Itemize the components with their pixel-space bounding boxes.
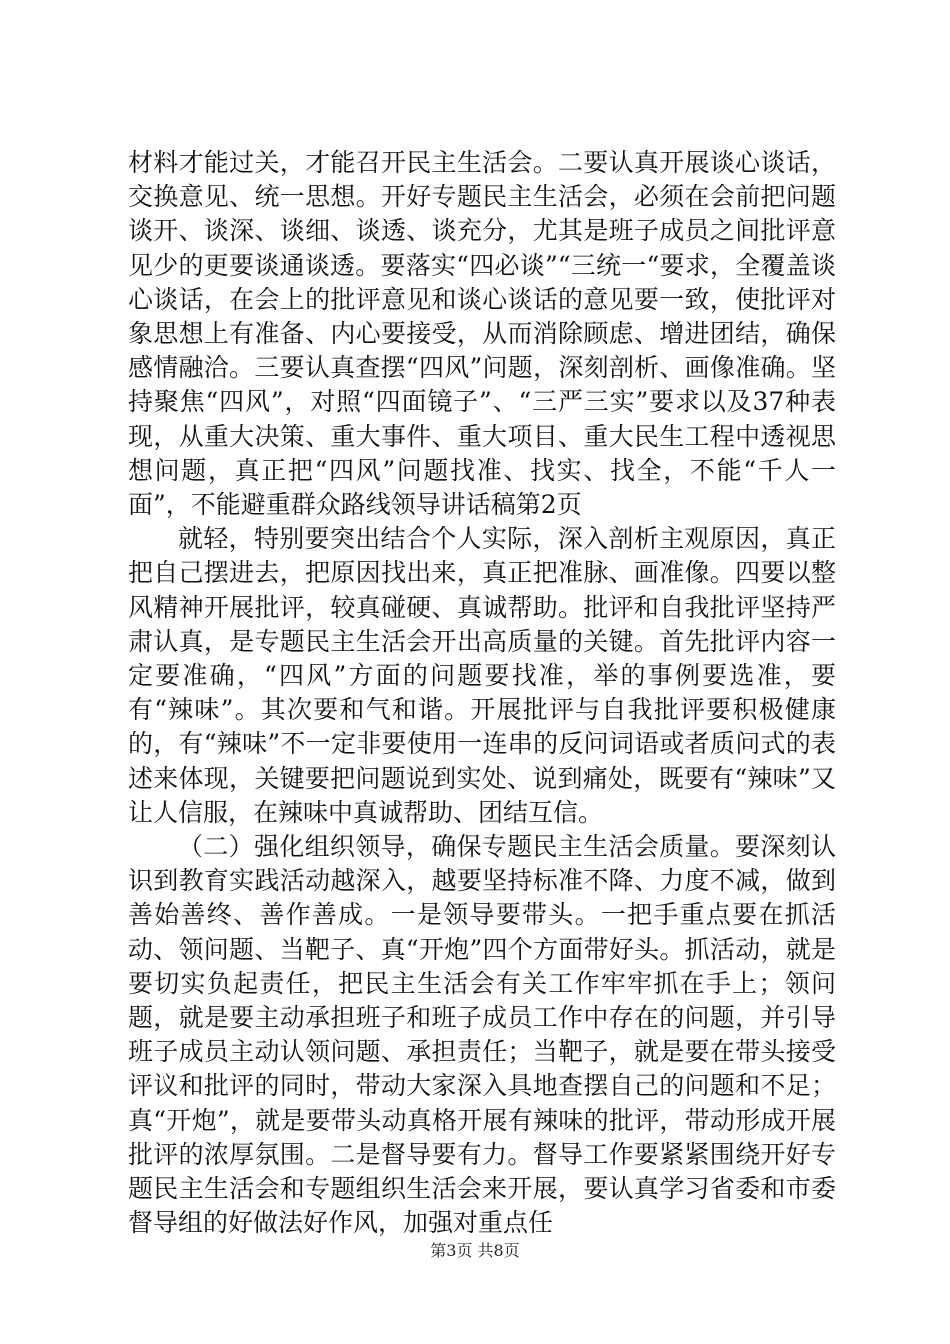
document-body [128, 146, 836, 1241]
paragraph-1: 材料才能过关，才能召开民主生活会。二要认真开展谈心谈话，交换意见、统一思想。开好专题民主生活会，必须在会前把问题谈开、谈深、谈细、谈透、谈充分，尤其是班子成员之间批评意见少的更要谈通谈透。要落实“四必谈”“三统一“要求，全覆盖谈心谈话，在会上的批评意见和谈心谈话的意见要一致，使批评对象思想上有准备、内心要接受，从而消除顾虑、增进团结，确保感情融洽。三要认真查摆“四风”问题，深刻剖析、画像准确。坚持聚焦“四风”，对照“四面镜子”、“三严三实”要求以及37种表现，从重大决策、重大事件、重大项目、重大民生工程中透视思想问题，真正把“四风”问题找准、找实、找全，不能“千人一面”，不能避重群众路线领导讲话稿第2页 [128, 148, 836, 520]
paragraph-2: 就轻，特别要突出结合个人实际，深入剖析主观原因，真正把自己摆进去，把原因找出来，真正把准脉、画准像。四要以整风精神开展批评，较真碰硬、真诚帮助。批评和自我批评坚持严肃认真，是专题民主生活会开出高质量的关键。首先批评内容一定要准确，“四风”方面的问题要找准，举的事例要选准，要有“辣味”。其次要和气和谐。开展批评与自我批评要积极健康的，有“辣味”不一定非要使用一连串的反问词语或者质问式的表述来体现，关键要把问题说到实处、说到痛处，既要有“辣味”又让人信服，在辣味中真诚帮助、团结互信。 [128, 524, 836, 827]
paragraph-3: （二）强化组织领导，确保专题民主生活会质量。要深刻认识到教育实践活动越深入，越要坚持标准不降、力度不减，做到善始善终、善作善成。一是领导要带头。一把手重点要在抓活动、领问题、当靶子、真“开炮”四个方面带好头。抓活动，就是要切实负起责任，把民主生活会有关工作牢牢抓在手上；领问题，就是要主动承担班子和班子成员工作中存在的问题，并引导班子成员主动认领问题、承担责任；当靶子，就是要在带头接受评议和批评的同时，带动大家深入具地查摆自己的问题和不足；真“开炮”，就是要带头动真格开展有辣味的批评，带动形成开展批评的浓厚氛围。二是督导要有力。督导工作要紧紧围绕开好专题民主生活会和专题组织生活会来开展，要认真学习省委和市委督导组的好做法好作风，加强对重点任 [128, 832, 836, 1238]
page-footer: 第3页 共8页 [430, 1241, 520, 1260]
